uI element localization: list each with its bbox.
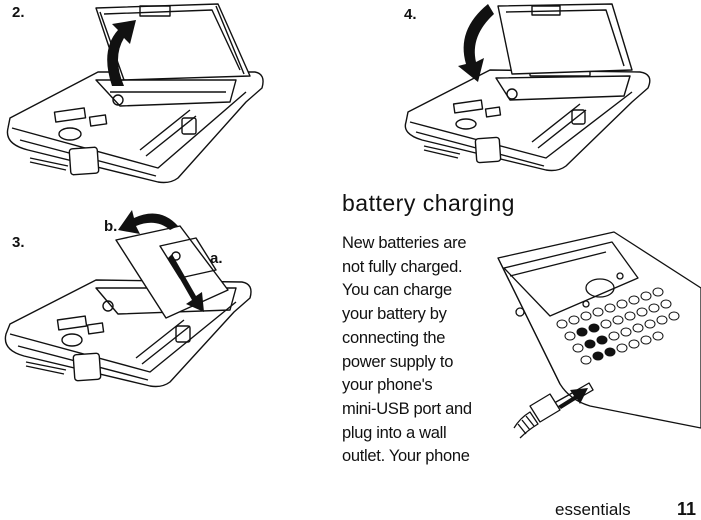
step-4-label: 4. [404, 6, 417, 23]
body-line: mini-USB port and [342, 399, 472, 418]
body-line: your phone's [342, 376, 433, 395]
body-line: not fully charged. [342, 257, 463, 276]
charging-illustration [490, 228, 701, 443]
body-line: You can charge [342, 281, 452, 300]
body-line: connecting the [342, 328, 446, 347]
section-body [342, 232, 492, 469]
step-3-illustration [0, 200, 260, 390]
step-2-label: 2. [12, 4, 25, 21]
body-line: your battery by [342, 305, 447, 324]
step-2-illustration [0, 0, 270, 185]
step-4-illustration [400, 0, 700, 175]
body-line: power supply to [342, 352, 454, 371]
step-3-label: 3. [12, 234, 25, 251]
page-number: 11 [677, 499, 697, 519]
footer-section-label: essentials [555, 500, 631, 519]
step-3b-label: b. [104, 218, 118, 235]
step-3a-label: a. [210, 250, 223, 267]
body-line: New batteries are [342, 234, 467, 252]
body-line: outlet. Your phone [342, 447, 470, 466]
section-heading: battery charging [342, 190, 515, 216]
body-line: plug into a wall [342, 423, 447, 442]
